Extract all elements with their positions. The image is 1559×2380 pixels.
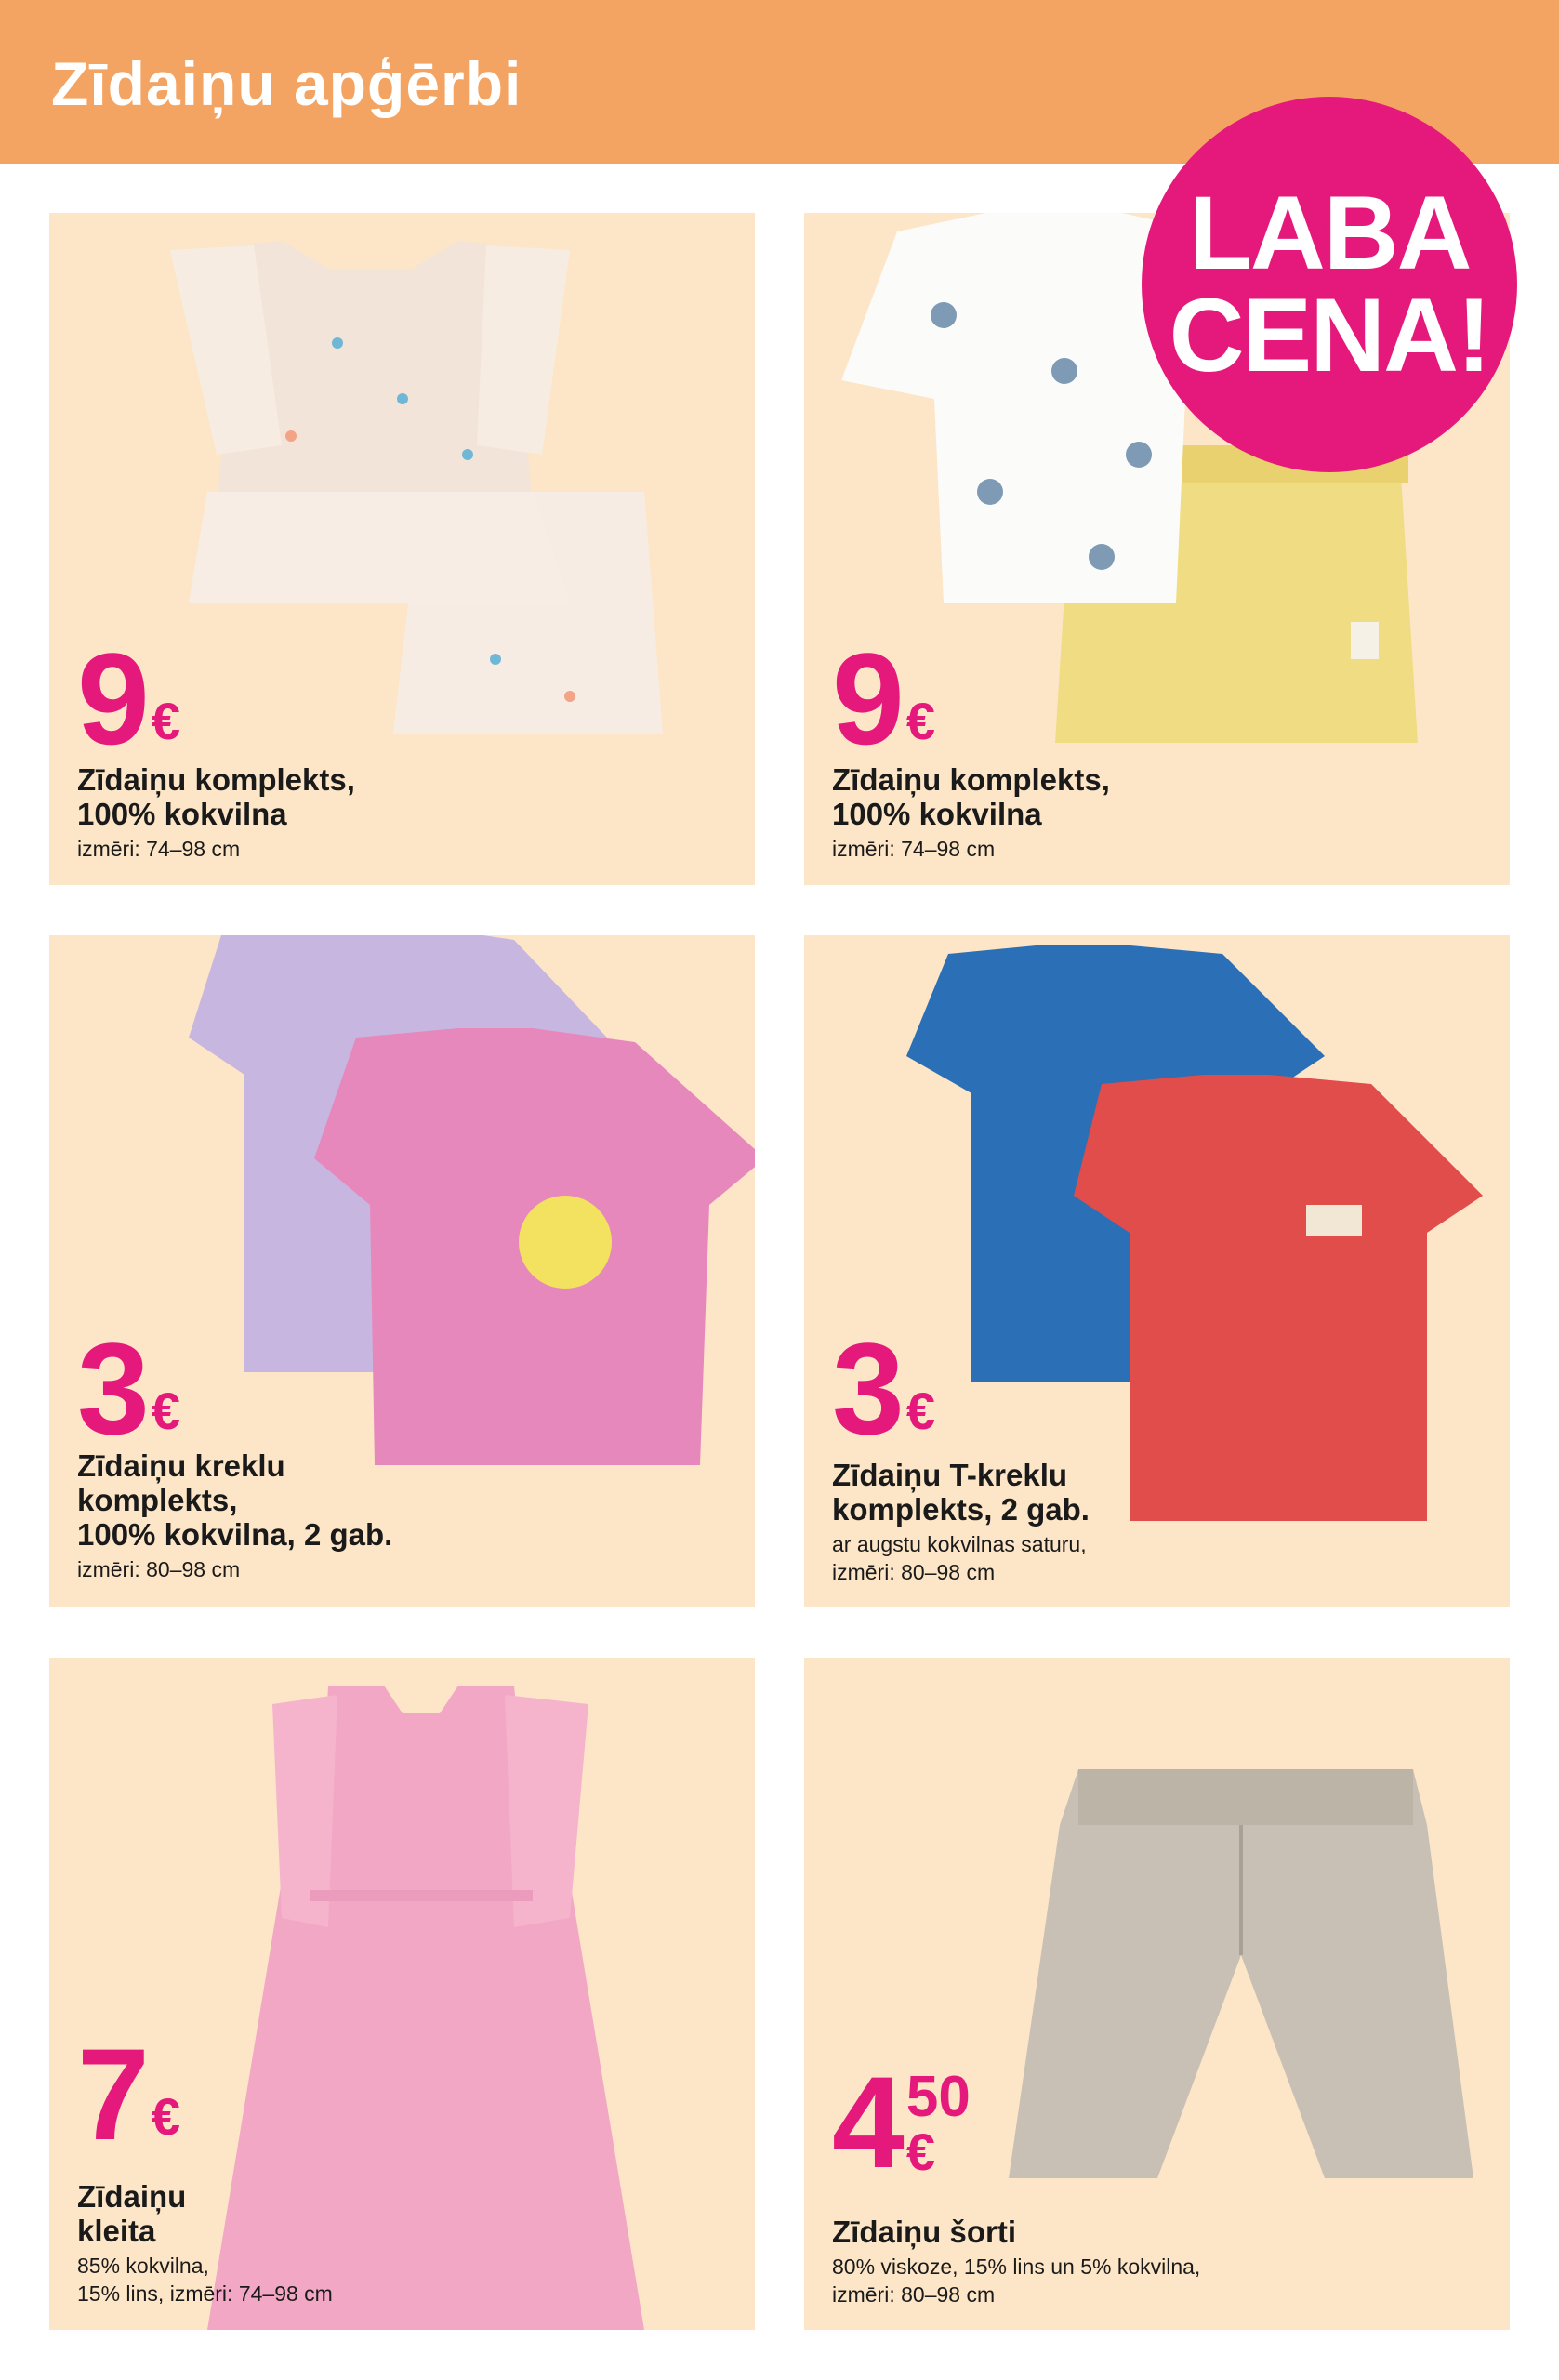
product-detail-6: 80% viskoze, 15% lins un 5% kokvilna, izmēri: 80–98 cm — [832, 2254, 1201, 2307]
product-currency-6: € — [905, 2122, 936, 2181]
product-price-4: 3 € — [832, 1316, 936, 1461]
product-price-5: 7 € — [77, 2021, 181, 2167]
product-detail-5: 85% kokvilna, 15% lins, izmēri: 74–98 cm — [77, 2253, 333, 2306]
product-info-6 — [832, 2215, 1200, 2309]
product-info-3 — [77, 1449, 392, 1584]
product-price-cents-6: 50 — [905, 2065, 971, 2129]
product-card-3[interactable] — [49, 935, 755, 1607]
product-name-6: Zīdaiņu šorti — [832, 2215, 1016, 2249]
product-detail-1: izmēri: 74–98 cm — [77, 836, 241, 861]
product-detail-3: izmēri: 80–98 cm — [77, 1556, 241, 1581]
product-card-4[interactable] — [804, 935, 1510, 1607]
product-price-1: 9 € — [77, 626, 181, 772]
product-name-2: Zīdaiņu komplekts, 100% kokvilna — [832, 762, 1110, 831]
product-info-4 — [832, 1459, 1090, 1587]
product-name-1: Zīdaiņu komplekts, 100% kokvilna — [77, 762, 355, 831]
product-name-4: Zīdaiņu T-kreklu komplekts, 2 gab. — [832, 1458, 1090, 1527]
product-detail-2: izmēri: 74–98 cm — [832, 836, 996, 861]
good-price-badge — [1142, 97, 1517, 472]
product-name-5: Zīdaiņu kleita — [77, 2179, 187, 2248]
product-info-5 — [77, 2180, 333, 2308]
badge-line-2: CENA! — [1169, 277, 1490, 393]
product-info-2 — [832, 763, 1110, 864]
product-name-3: Zīdaiņu kreklu komplekts, 100% kokvilna, 2 gab. — [77, 1448, 393, 1552]
badge-line-1: LABA — [1188, 175, 1471, 292]
product-price-2: 9 € — [832, 626, 936, 772]
product-price-6: 4 50 € — [832, 2049, 971, 2195]
product-card-1[interactable] — [49, 213, 755, 885]
product-card-6[interactable] — [804, 1658, 1510, 2330]
product-card-5[interactable] — [49, 1658, 755, 2330]
product-info-1 — [77, 763, 355, 864]
page-title: Zīdaiņu apģērbi — [51, 49, 522, 118]
product-price-3: 3 € — [77, 1316, 181, 1461]
product-detail-4: ar augstu kokvilnas saturu, izmēri: 80–98 cm — [832, 1531, 1087, 1584]
